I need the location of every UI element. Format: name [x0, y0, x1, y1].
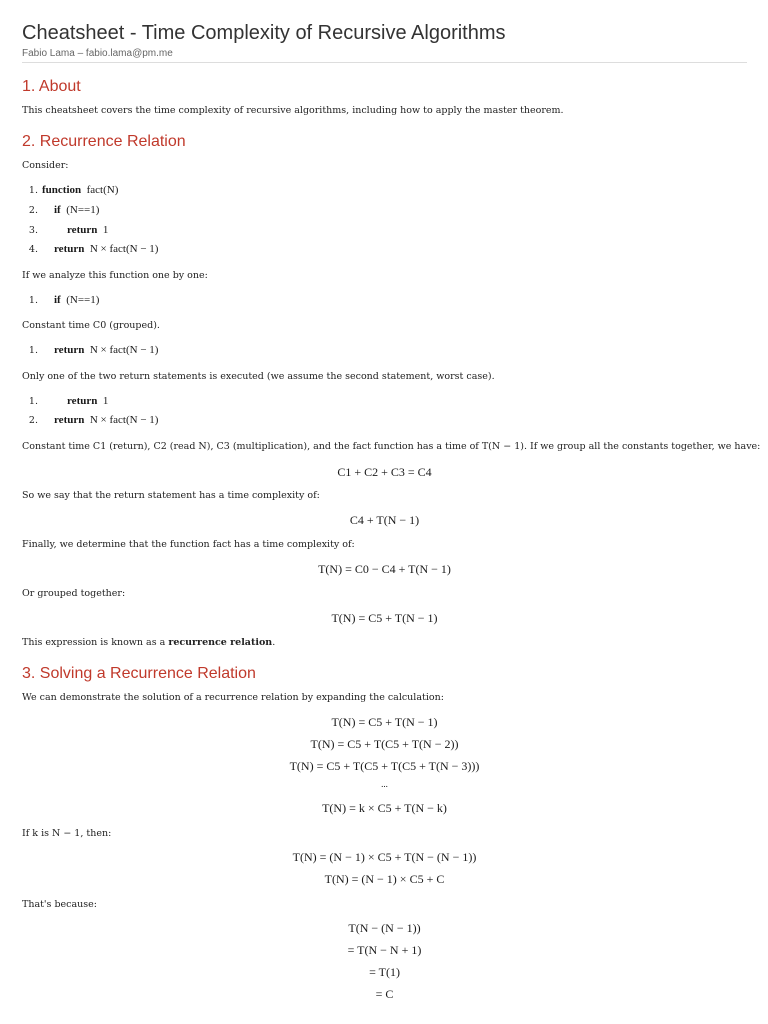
about-text: This cheatsheet covers the time complexity of recursive algorithms, including how to apply the master theorem.	[22, 105, 564, 116]
because-text: That's because:	[22, 899, 97, 910]
equation-return-complexity: C4 + T(N − 1)	[349, 513, 420, 527]
code-line-1: 1. function fact(N)	[28, 184, 119, 196]
if-k-text: If k is N − 1, then:	[22, 828, 112, 839]
heading-about: 1. About	[22, 78, 81, 95]
because-eq-3: = T(1)	[369, 965, 400, 979]
only-one-text: Only one of the two return statements is executed (we assume the second statement, worst case).	[22, 371, 495, 382]
expansion-eq-3: T(N) = C5 + T(C5 + T(C5 + T(N − 3)))	[289, 759, 480, 773]
finally-text: Finally, we determine that the function fact has a time complexity of:	[22, 539, 355, 550]
code-line-2: 2. if (N==1)	[28, 204, 100, 216]
equation-grouped: T(N) = C5 + T(N − 1)	[331, 611, 438, 625]
equation-fact-complexity: T(N) = C0 − C4 + T(N − 1)	[318, 562, 451, 576]
because-eq-2: = T(N − N + 1)	[347, 943, 422, 957]
expansion-eq-1: T(N) = C5 + T(N − 1)	[331, 715, 438, 729]
code-two-line-1: 1. return 1	[28, 395, 109, 407]
consider-text: Consider:	[22, 160, 69, 171]
expansion-eq-k: T(N) = k × C5 + T(N − k)	[322, 801, 447, 815]
header-divider	[22, 62, 747, 63]
grouped-text: Or grouped together:	[22, 588, 126, 599]
heading-recurrence: 2. Recurrence Relation	[22, 133, 186, 150]
because-eq-4: = C	[375, 987, 394, 1001]
code-two-line-2: 2. return N × fact(N − 1)	[28, 414, 159, 426]
so-we-say-text: So we say that the return statement has a time complexity of:	[22, 490, 320, 501]
expansion-eq-2: T(N) = C5 + T(C5 + T(N − 2))	[310, 737, 459, 751]
page-title: Cheatsheet - Time Complexity of Recursive Algorithms	[22, 22, 506, 44]
const-c1-text: Constant time C1 (return), C2 (read N), C3 (multiplication), and the fact function has a time of T(N − 1). If we group all the constants together, we have:	[22, 441, 761, 452]
known-as-text: This expression is known as a recurrence relation.	[22, 637, 276, 648]
substitution-eq-1: T(N) = (N − 1) × C5 + T(N − (N − 1))	[292, 850, 477, 864]
substitution-eq-2: T(N) = (N − 1) × C5 + C	[324, 872, 445, 886]
author-line: Fabio Lama – fabio.lama@pm.me	[22, 48, 173, 59]
code-line-4: 4. return N × fact(N − 1)	[28, 243, 159, 255]
code-line-3: 3. return 1	[28, 224, 109, 236]
heading-solving: 3. Solving a Recurrence Relation	[22, 665, 256, 682]
code-if-line: 1. if (N==1)	[28, 294, 100, 306]
code-return-line: 1. return N × fact(N − 1)	[28, 344, 159, 356]
equation-constants: C1 + C2 + C3 = C4	[337, 465, 432, 479]
solving-intro-text: We can demonstrate the solution of a recurrence relation by expanding the calculation:	[22, 692, 444, 703]
expansion-ellipsis: ...	[381, 779, 388, 789]
const-c0-text: Constant time C0 (grouped).	[22, 320, 160, 331]
analyze-text: If we analyze this function one by one:	[22, 270, 208, 281]
because-eq-1: T(N − (N − 1))	[348, 921, 421, 935]
